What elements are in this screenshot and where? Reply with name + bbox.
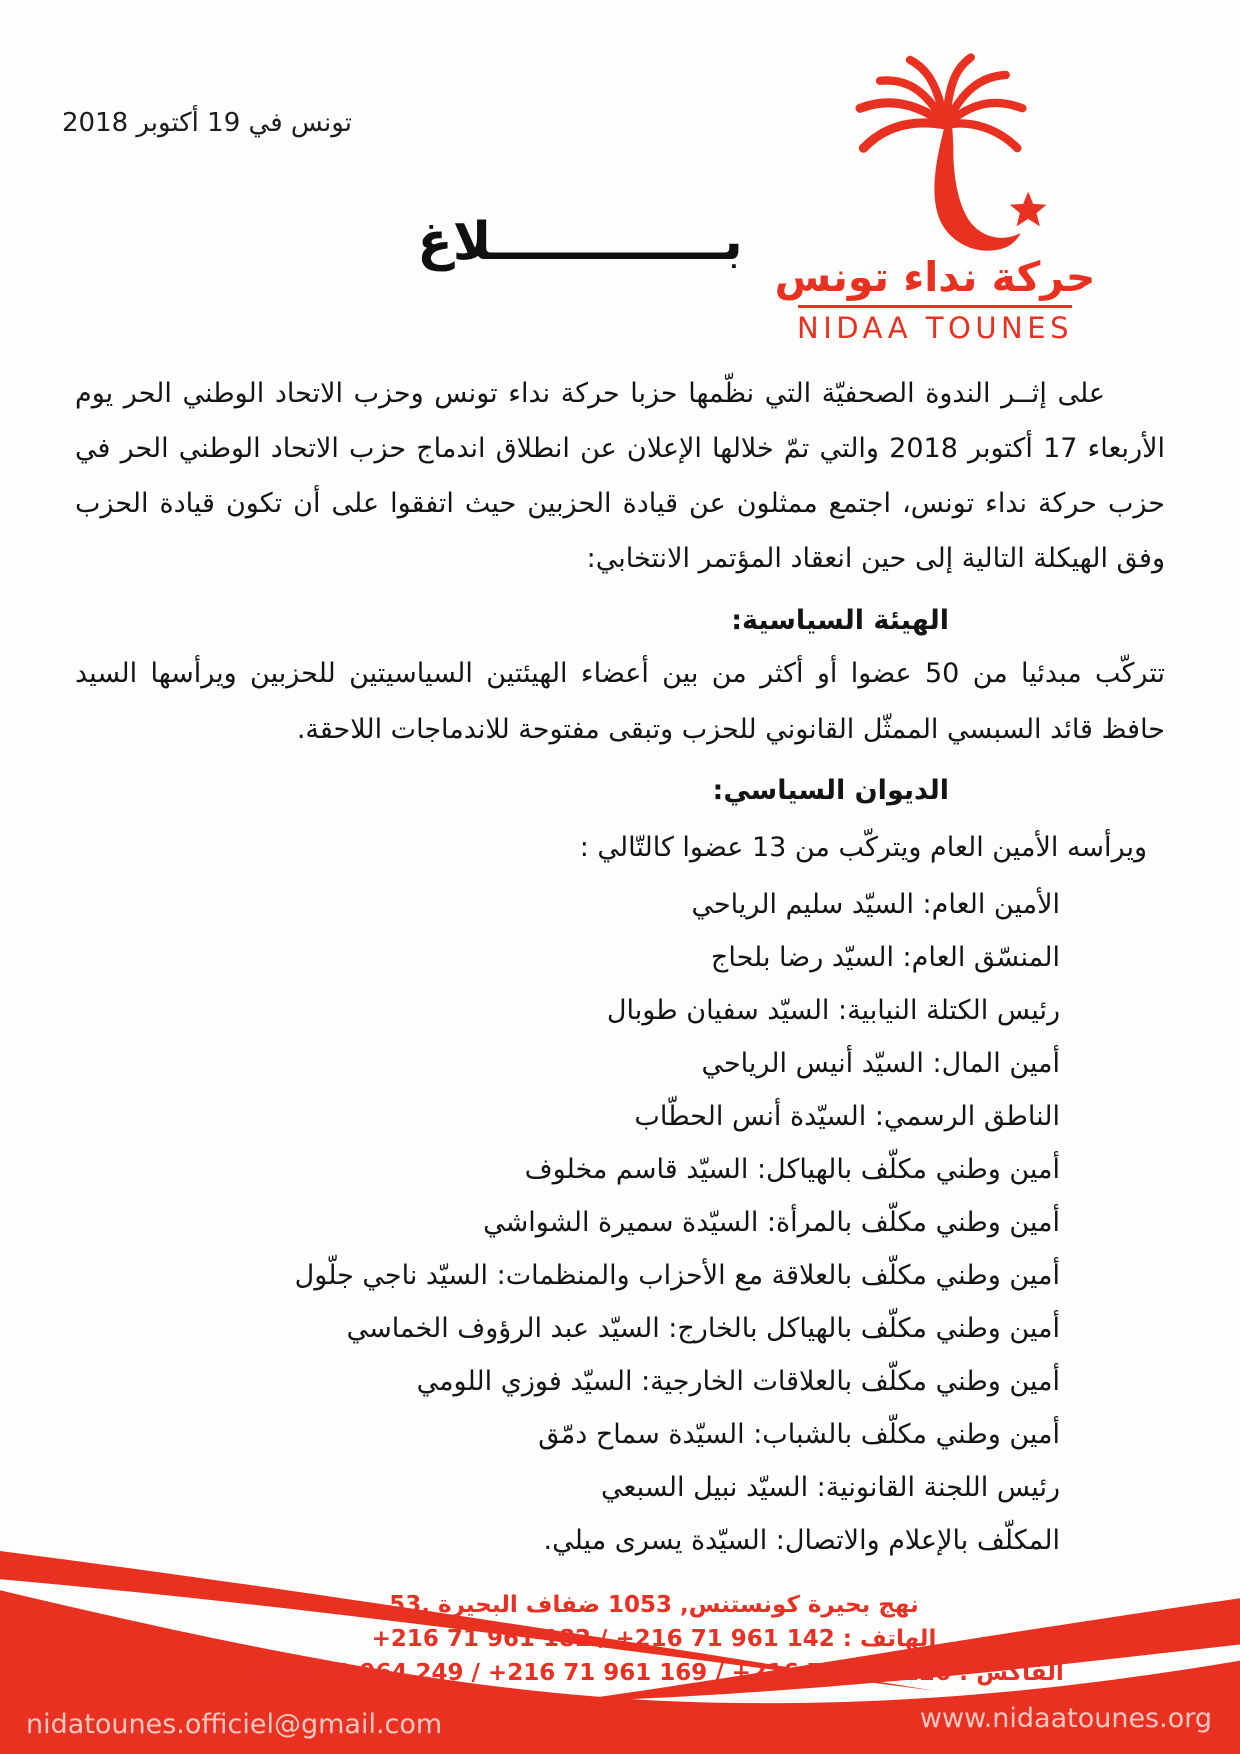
fax-numbers: +216 71 964 249 / +216 71 961 169 / +216 71 961 226 bbox=[244, 1660, 951, 1686]
bureau-member-item: أمين المال: السيّد أنيس الرياحي bbox=[701, 1048, 1060, 1079]
fax-line bbox=[34, 1656, 1240, 1690]
bureau-member-item: رئيس الكتلة النيابية: السيّد سفيان طوبال bbox=[606, 995, 1060, 1026]
phone-label: الهاتف : bbox=[842, 1626, 937, 1652]
bureau-member-item: المكلّف بالإعلام والاتصال: السيّدة يسرى ميلي. bbox=[543, 1525, 1060, 1556]
logo-divider bbox=[798, 305, 1072, 308]
bureau-member-item: أمين وطني مكلّف بالهياكل بالخارج: السيّد عبد الرؤوف الخماسي bbox=[346, 1313, 1060, 1344]
website-url: www.nidaatounes.org bbox=[919, 1703, 1212, 1734]
contact-block bbox=[34, 1588, 1240, 1690]
phone-numbers: +216 71 961 182 / +216 71 961 142 bbox=[371, 1626, 835, 1652]
phone-line bbox=[34, 1622, 1240, 1656]
logo-arabic-name: حركة نداء تونس bbox=[774, 253, 1096, 301]
document-body bbox=[75, 366, 1165, 1567]
bureau-member-item: أمين وطني مكلّف بالمرأة: السيّدة سميرة الشواشي bbox=[483, 1207, 1060, 1238]
section-heading-political-bureau: الديوان السياسي: bbox=[712, 775, 949, 806]
bureau-member-item: أمين وطني مكلّف بالعلاقات الخارجية: السيّد فوزي اللومي bbox=[416, 1366, 1060, 1397]
section-heading-political-committee: الهيئة السياسية: bbox=[731, 605, 949, 636]
logo-latin-name: NIDAA TOUNES bbox=[797, 311, 1073, 345]
bureau-members-list bbox=[75, 878, 1165, 1567]
palm-crescent-star-icon bbox=[810, 50, 1060, 258]
address-line: 53, نهج بحيرة كونستنس, 1053 ضفاف البحيرة bbox=[389, 1592, 919, 1618]
bureau-member-item: أمين وطني مكلّف بالعلاقة مع الأحزاب والمنظمات: السيّد ناجي جلّول bbox=[294, 1260, 1060, 1291]
bureau-member-item: المنسّق العام: السيّد رضا بلحاج bbox=[710, 942, 1060, 973]
bureau-member-item: الأمين العام: السيّد سليم الرياحي bbox=[691, 889, 1060, 920]
document-title: بـــــــــــــلاغ bbox=[417, 212, 743, 272]
bureau-member-item: أمين وطني مكلّف بالهياكل: السيّد قاسم مخلوف bbox=[524, 1154, 1060, 1185]
footer bbox=[0, 1538, 1240, 1754]
bureau-member-item: رئيس اللجنة القانونية: السيّد نبيل السبعي bbox=[601, 1472, 1060, 1503]
bureau-member-item: الناطق الرسمي: السيّدة أنس الحطّاب bbox=[634, 1101, 1060, 1132]
fax-label: الفاكس : bbox=[959, 1660, 1064, 1686]
political-committee-paragraph: تتركّب مبدئيا من 50 عضوا أو أكثر من بين أعضاء الهيئتين السياسيتين للحزبين ويرأسها السيد حافظ قائد السبسي الممثّل القانوني للحزب وتبقى مفتوحة للاندماجات اللاحقة. bbox=[75, 658, 1165, 745]
intro-paragraph: على إثــر الندوة الصحفيّة التي نظّمها حزبا حركة نداء تونس وحزب الاتحاد الوطني الحر يوم الأربعاء 17 أكتوبر 2018 والتي تمّ خلالها الإعلان عن انطلاق اندماج حزب الاتحاد الوطني الحر في حزب حركة نداء تونس، اجتمع ممثلون عن قيادة الحزبين حيث اتفقوا على أن تكون قيادة الحزب وفق الهيكلة التالية إلى حين انعقاد المؤتمر الانتخابي: bbox=[75, 378, 1166, 574]
nidaa-tounes-logo bbox=[760, 50, 1110, 344]
date-line: تونس في 19 أكتوبر 2018 bbox=[62, 108, 352, 138]
bureau-list-intro: ويرأسه الأمين العام ويتركّب من 13 عضوا كالتّالي : bbox=[579, 832, 1147, 863]
email-address: nidatounes.officiel@gmail.com bbox=[26, 1709, 443, 1740]
bureau-member-item: أمين وطني مكلّف بالشباب: السيّدة سماح دمّق bbox=[538, 1419, 1060, 1450]
